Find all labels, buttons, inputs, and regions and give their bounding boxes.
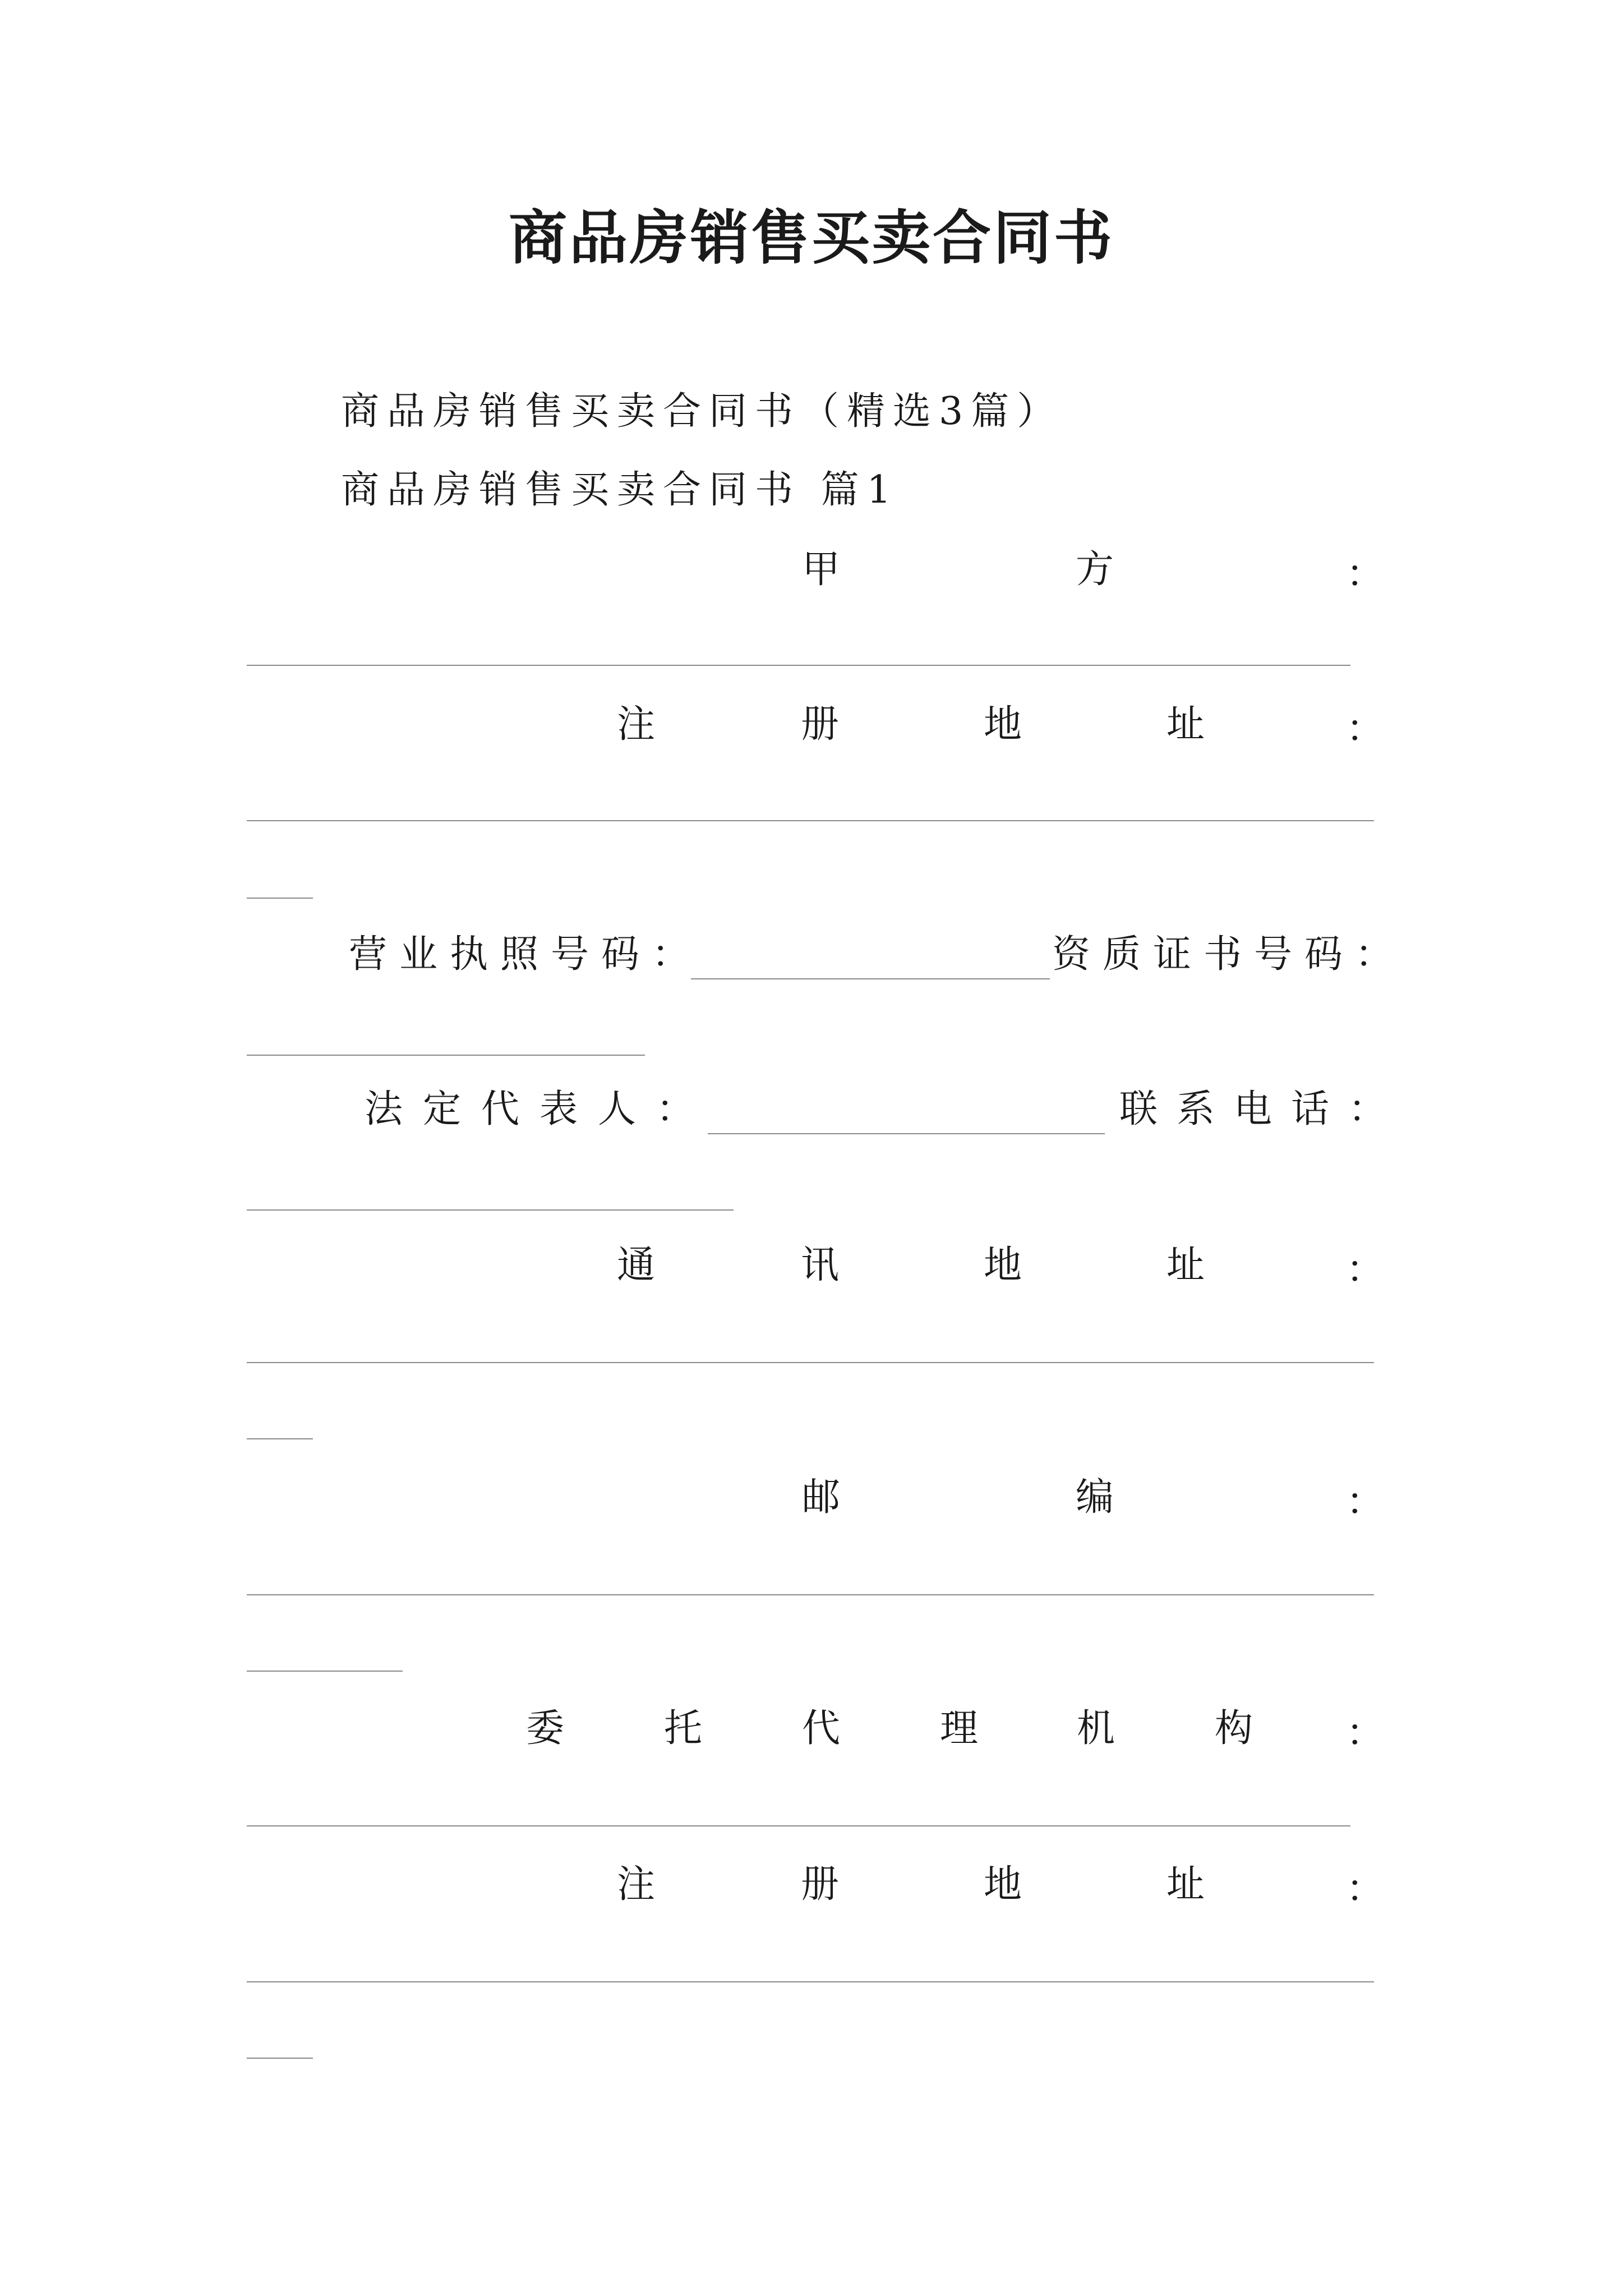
mailing-address-fill-line-tail [247,1438,313,1439]
mailing-address-char-1: 通 [617,1243,656,1287]
mailing-address-char-2: 讯 [801,1243,840,1287]
agency-fill-line[interactable] [247,1825,1350,1826]
registered-address-char-3: 地 [984,702,1022,747]
postcode-fill-line-tail [247,1671,403,1672]
document-subtitle: 商品房销售买卖合同书（精选3篇） [341,389,1063,434]
document-title: 商品房销售买卖合同书 [508,203,1114,272]
registered-address-colon: ： [1346,707,1385,751]
agency-registered-address-char-2: 册 [801,1862,840,1907]
registered-address-fill-line[interactable] [247,820,1374,821]
party-a-label-char-2: 方 [1076,547,1114,592]
qualification-field[interactable] [247,1055,645,1056]
party-a-colon: ： [1346,552,1385,596]
agency-char-5: 机 [1077,1706,1115,1751]
mailing-address-fill-line[interactable] [247,1362,1374,1363]
legal-representative-field[interactable] [708,1133,1105,1134]
registered-address-char-4: 址 [1166,702,1205,747]
agency-registered-address-char-4: 址 [1166,1862,1205,1907]
phone-field[interactable] [247,1209,734,1211]
mailing-address-char-3: 地 [984,1243,1022,1287]
registered-address-fill-line-tail [247,898,313,899]
legal-representative-label: 法定代表人： [365,1087,715,1131]
mailing-address-char-4: 址 [1166,1243,1205,1287]
section-heading: 商品房销售买卖合同书 篇1 [341,468,899,512]
qualification-label: 资质证书号码： [1052,932,1406,977]
party-a-label-char-1: 甲 [802,547,841,592]
agency-registered-address-colon: ： [1346,1867,1385,1911]
agency-registered-address-char-3: 地 [984,1862,1022,1907]
agency-char-6: 构 [1215,1706,1253,1751]
agency-registered-address-fill-line[interactable] [247,1981,1374,1982]
agency-registered-address-char-1: 注 [617,1862,656,1907]
postcode-fill-line[interactable] [247,1594,1374,1595]
agency-char-3: 代 [802,1706,841,1751]
phone-label: 联系电话： [1119,1087,1406,1131]
business-license-label: 营业执照号码： [349,932,703,977]
agency-colon: ： [1346,1711,1385,1755]
registered-address-char-2: 册 [801,702,840,747]
postcode-colon: ： [1346,1480,1385,1524]
registered-address-char-1: 注 [617,702,656,747]
agency-char-2: 托 [664,1706,703,1751]
mailing-address-colon: ： [1346,1248,1385,1292]
party-a-fill-line[interactable] [247,665,1350,666]
agency-char-4: 理 [940,1706,979,1751]
agency-registered-address-fill-line-tail [247,2058,313,2059]
postcode-char-2: 编 [1076,1475,1114,1520]
business-license-field[interactable] [691,978,1050,979]
agency-char-1: 委 [526,1706,565,1751]
postcode-char-1: 邮 [802,1475,841,1520]
